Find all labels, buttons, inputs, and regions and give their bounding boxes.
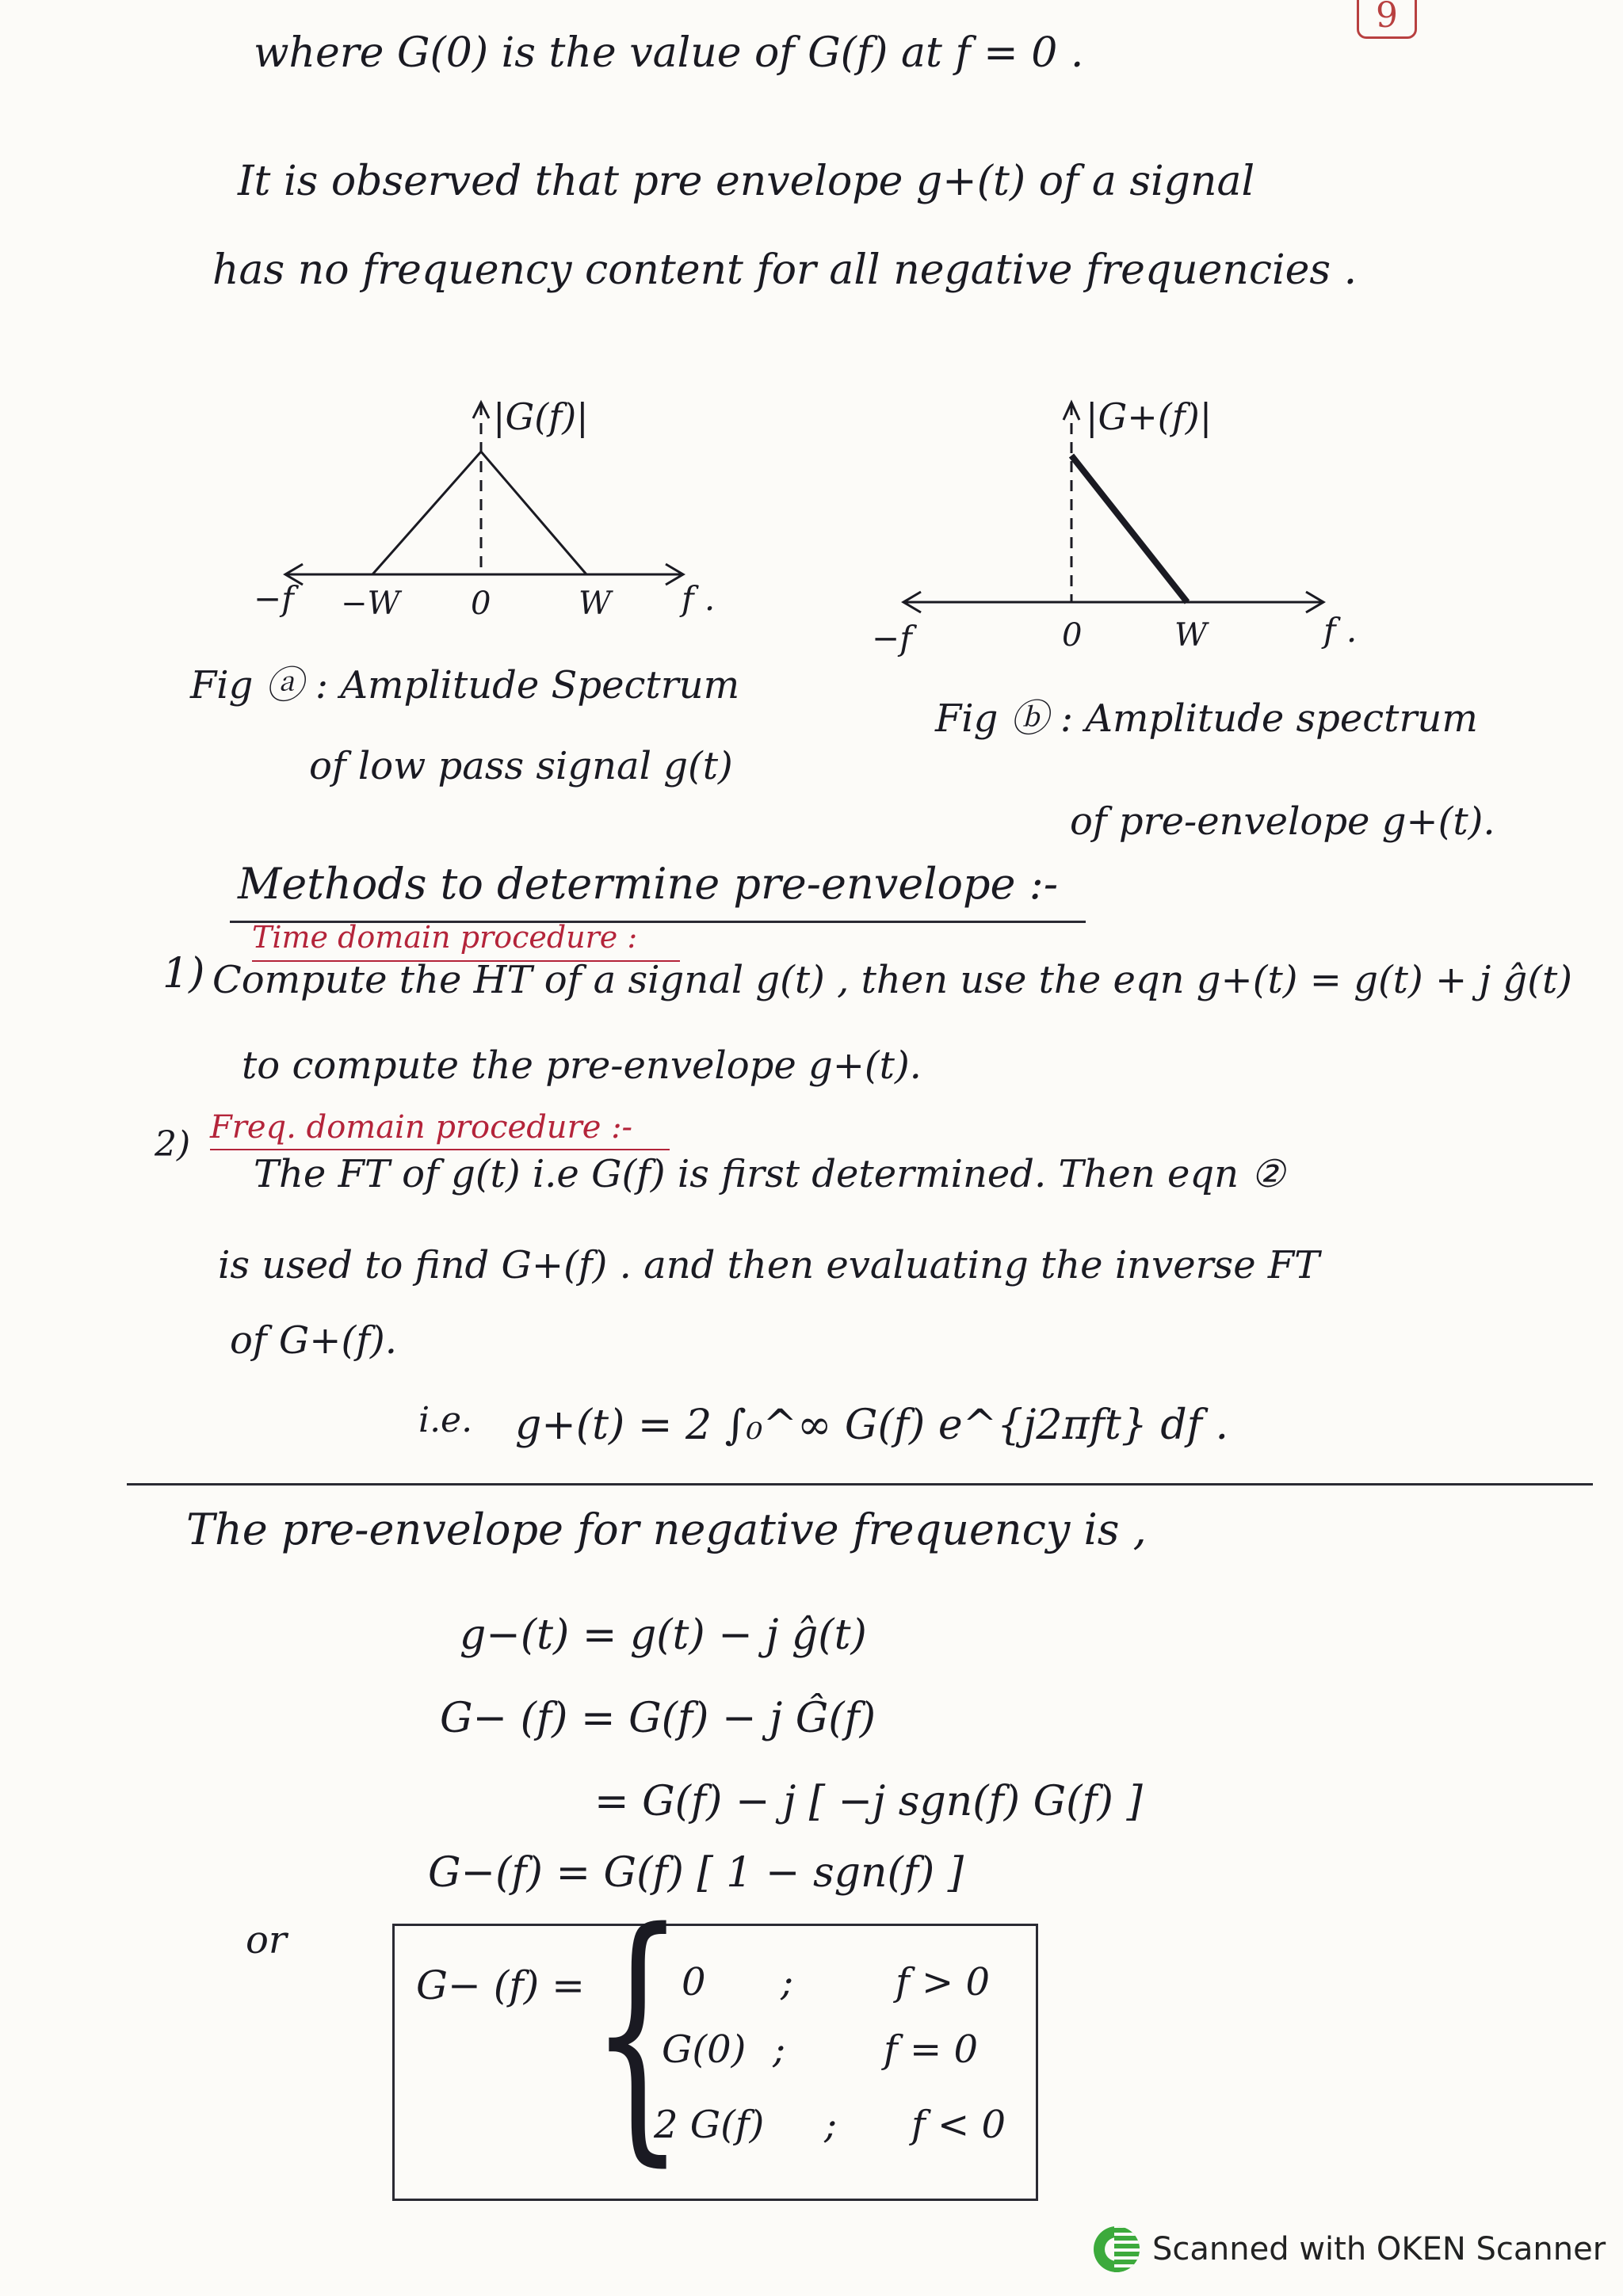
case-1-sep: ; bbox=[781, 1960, 794, 2004]
fig-a-tick-zero: 0 bbox=[471, 585, 491, 622]
watermark-text: Scanned with OKEN Scanner bbox=[1152, 2231, 1606, 2267]
fig-b-x-neg-label: −f bbox=[872, 619, 912, 658]
case-3-cond: f < 0 bbox=[911, 2103, 1006, 2147]
negative-eq-2: G− (f) = G(f) − j Ĝ(f) bbox=[440, 1695, 876, 1742]
time-domain-label: Time domain procedure : bbox=[252, 920, 638, 955]
negative-intro: The pre-envelope for negative frequency is , bbox=[186, 1505, 1147, 1554]
case-1-cond: f > 0 bbox=[896, 1960, 991, 2004]
fig-a-x-neg-label: −f bbox=[254, 579, 294, 618]
fig-b-tick-w: W bbox=[1174, 617, 1208, 654]
method-2-equation: g+(t) = 2 ∫₀^∞ G(f) e^{j2πft} df . bbox=[515, 1402, 1228, 1449]
page-number: 9 bbox=[1357, 0, 1417, 39]
case-3-value: 2 G(f) bbox=[654, 2103, 765, 2147]
case-1-value: 0 bbox=[682, 1960, 706, 2004]
boxed-lhs: G− (f) = bbox=[416, 1962, 586, 2008]
fig-a-tick-w: W bbox=[579, 585, 612, 622]
method-2-number: 2) bbox=[155, 1124, 191, 1165]
case-2-sep: ; bbox=[773, 2027, 786, 2072]
line-g0-definition: where G(0) is the value of G(f) at f = 0 . bbox=[254, 29, 1084, 77]
fig-b-y-label: |G+(f)| bbox=[1086, 395, 1212, 438]
freq-domain-underline bbox=[210, 1149, 670, 1150]
method-1-line-2: to compute the pre-envelope g+(t). bbox=[242, 1043, 922, 1088]
line-observation-1: It is observed that pre envelope g+(t) of a signal bbox=[238, 158, 1255, 205]
fig-b-tick-zero: 0 bbox=[1062, 617, 1083, 654]
cases-brace: { bbox=[590, 1875, 685, 2189]
fig-a-y-label: |G(f)| bbox=[493, 395, 589, 438]
case-2-cond: f = 0 bbox=[884, 2027, 979, 2072]
method-2-line-2: is used to find G+(f) . and then evaluating the inverse FT bbox=[218, 1243, 1320, 1287]
fig-a-tick-neg-w: −W bbox=[341, 585, 400, 622]
figure-a-lowpass-spectrum bbox=[238, 380, 792, 642]
fig-a-x-pos-label: f . bbox=[682, 579, 716, 618]
case-3-sep: ; bbox=[824, 2103, 838, 2147]
section-divider bbox=[127, 1483, 1593, 1486]
method-1-line-1: Compute the HT of a signal g(t) , then use the eqn g+(t) = g(t) + j ĝ(t) bbox=[212, 958, 1573, 1002]
methods-heading: Methods to determine pre-envelope :- bbox=[238, 859, 1059, 909]
fig-a-caption-2: of low pass signal g(t) bbox=[309, 744, 733, 788]
freq-domain-label: Freq. domain procedure :- bbox=[210, 1109, 633, 1146]
fig-b-spectrum-line bbox=[1071, 456, 1187, 602]
fig-b-x-pos-label: f . bbox=[1323, 611, 1358, 650]
negative-eq-3: = G(f) − j [ −j sgn(f) G(f) ] bbox=[594, 1778, 1143, 1825]
scanner-watermark bbox=[1094, 2226, 1606, 2272]
oken-logo-icon bbox=[1094, 2226, 1140, 2272]
negative-eq-1: g−(t) = g(t) − j ĝ(t) bbox=[460, 1611, 867, 1659]
negative-eq-4: G−(f) = G(f) [ 1 − sgn(f) ] bbox=[428, 1849, 964, 1897]
fig-b-caption-1: Fig ⓑ : Amplitude spectrum bbox=[935, 696, 1478, 741]
method-1-number: 1) bbox=[162, 950, 205, 997]
or-label: or bbox=[246, 1918, 287, 1962]
fig-a-caption-1: Fig ⓐ : Amplitude Spectrum bbox=[190, 663, 740, 707]
method-2-ie: i.e. bbox=[418, 1400, 473, 1440]
case-2-value: G(0) bbox=[662, 2027, 747, 2072]
line-observation-2: has no frequency content for all negative frequencies . bbox=[212, 246, 1358, 294]
figure-b-pre-envelope-spectrum bbox=[856, 372, 1411, 673]
fig-b-caption-2: of pre-envelope g+(t). bbox=[1070, 799, 1495, 844]
method-2-line-3: of G+(f). bbox=[230, 1318, 397, 1363]
method-2-line-1: The FT of g(t) i.e G(f) is first determined. Then eqn ② bbox=[254, 1152, 1285, 1196]
fig-a-triangle bbox=[372, 452, 586, 574]
